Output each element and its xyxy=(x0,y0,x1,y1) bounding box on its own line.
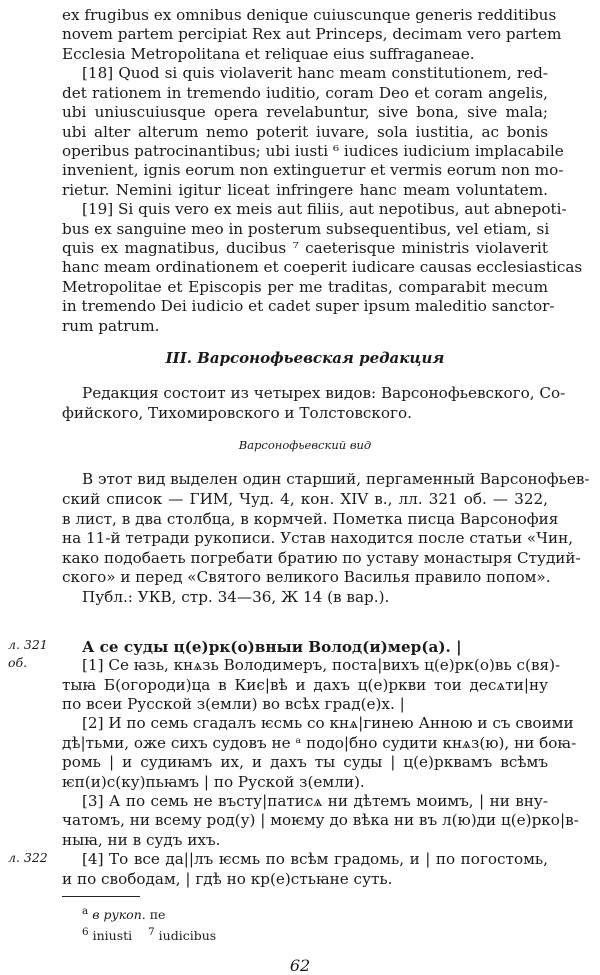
margin-note-folio-321: л. 321 xyxy=(8,637,48,652)
text-line: [18] Quod si quis violaverit hanc meam constitutionem, red- xyxy=(82,64,548,82)
text-line: В этот вид выделен один старший, пергаменный Варсонофьев- xyxy=(82,470,590,488)
text-line: А се суды ц(е)рк(о)вныи Волод(и)мер(а). | xyxy=(82,638,462,656)
text-line: ромь | и судиꙗмъ их, и дахъ ты суды | ц(е)рквамъ всѣмъ xyxy=(62,753,548,771)
text-line: дѣ|тьми, оже сихъ судовъ не ᵃ подо|бно судити кнѧз(ю), ни боꙗ- xyxy=(62,734,577,752)
footnote-italic: в рукоп. xyxy=(92,907,146,923)
text-line: Редакция состоит из четырех видов: Варсонофьевского, Со- xyxy=(82,384,566,402)
footnote-6 xyxy=(82,926,216,943)
text-line: hanc meam ordinationem et coeperit iudicare causas ecclesiasticas xyxy=(62,258,583,276)
text-line: Публ.: УКВ, стр. 34—36, Ж 14 (в вар.). xyxy=(82,588,390,606)
text-line: bus ex sanguine meo in posterum subsequentibus, vel etiam, si xyxy=(62,220,550,238)
text-line: Metropolitae et Episcopis per me traditas, comparabit mecum xyxy=(62,278,548,296)
footnote-text: iniusti xyxy=(92,928,133,944)
footnote-marker: 7 xyxy=(148,926,155,938)
text-line: novem partem percipiat Rex aut Princeps, decimam vero partem xyxy=(62,25,562,43)
page-number: 62 xyxy=(289,956,311,975)
text-line: по всеи Русской з(емли) во всѣх град(е)х. | xyxy=(62,695,405,713)
text-line: rum patrum. xyxy=(62,317,160,335)
text-line: и по свободам, | гдѣ но кр(е)стьꙗне суть. xyxy=(62,870,393,888)
text-line: ѥп(и)с(ку)пьꙗмъ | по Руской з(емли). xyxy=(62,773,365,791)
footnote-text: iudicibus xyxy=(158,928,217,944)
text-line: ubi uniuscuiusque opera revelabuntur, sive bona, sive mala; xyxy=(62,103,548,121)
footnote-marker: 6 xyxy=(82,926,89,938)
text-line: operibus patrocinantibus; ubi iusti ⁶ iudices iudicium implacabile xyxy=(62,142,564,160)
text-line: тыꙗ Б(огороди)ца в Киє|вѣ и дахъ ц(е)ркви тои десѧти|ну xyxy=(62,676,548,694)
text-line: [3] А по семь не въсту|патисѧ ни дѣтемъ моимъ, | ни вну- xyxy=(82,792,548,810)
text-line: [19] Si quis vero ex meis aut filiis, aut nepotibus, aut abnepoti- xyxy=(82,200,567,218)
text-line: in tremendo Dei iudicio et cadet super ipsum maleditio sanctor- xyxy=(62,297,555,315)
text-line: rietur. Nemini igitur liceat infringere hanc meam voluntatem. xyxy=(62,181,548,199)
margin-note-verso: об. xyxy=(8,655,28,670)
section-heading: III. Варсонофьевская редакция xyxy=(165,349,445,367)
text-line: ныꙗ, ни в судъ ихъ. xyxy=(62,831,221,849)
margin-note-folio-322: л. 322 xyxy=(8,850,48,865)
text-line: како подобаеть погребати братию по уставу монастыря Студий- xyxy=(62,549,581,567)
text-line: [4] То все да||лъ ѥсмь по всѣм градомь, и | по погостомь, xyxy=(82,850,548,868)
footnote-divider xyxy=(62,896,140,897)
footnote-marker: а xyxy=(82,905,89,917)
text-line: invenient, ignis eorum non extingueтur et vermis eorum non mo- xyxy=(62,161,564,179)
text-line: quis ex magnatibus, ducibus ⁷ caeterisque ministris violaverit xyxy=(62,239,548,257)
text-line: [2] И по семь сгадалъ ѥсмь со кнѧ|гинею Анною и съ своими xyxy=(82,714,574,732)
text-line: на 11-й тетради рукописи. Устав находится после статьи «Чин, xyxy=(62,529,574,547)
text-line: [1] Се ꙗзь, кнѧзь Володимеръ, поста|вихъ ц(е)рк(о)вь с(вя)- xyxy=(82,656,561,674)
text-line: ex frugibus ex omnibus denique cuiuscunque generis redditibus xyxy=(62,6,557,24)
footnote-text: пе xyxy=(149,907,166,923)
text-line: ский список — ГИМ, Чуд. 4, кон. XIV в., лл. 321 об. — 322, xyxy=(62,490,548,508)
footnote-a xyxy=(82,905,165,922)
text-line: det rationem in tremendo iuditio, coram Deo et coram angelis, xyxy=(62,84,548,102)
text-line: Ecclesia Metropolitana et reliquae eius suffraganeae. xyxy=(62,45,475,63)
text-line: чатомъ, ни всему род(у) | моѥму до вѣка ни въ л(ю)ди ц(е)рко|в- xyxy=(62,811,579,829)
text-line: ского» и перед «Святого великого Василья правило попом». xyxy=(62,568,551,586)
text-line: фийского, Тихомировского и Толстовского. xyxy=(62,404,412,422)
text-line: ubi alter alterum nemo poterit iuvare, sola iustitia, ac bonis xyxy=(62,123,548,141)
text-line: в лист, в два столбца, в кормчей. Пометка писца Варсонофия xyxy=(62,510,559,528)
subsection-heading: Варсонофьевский вид xyxy=(238,438,372,452)
